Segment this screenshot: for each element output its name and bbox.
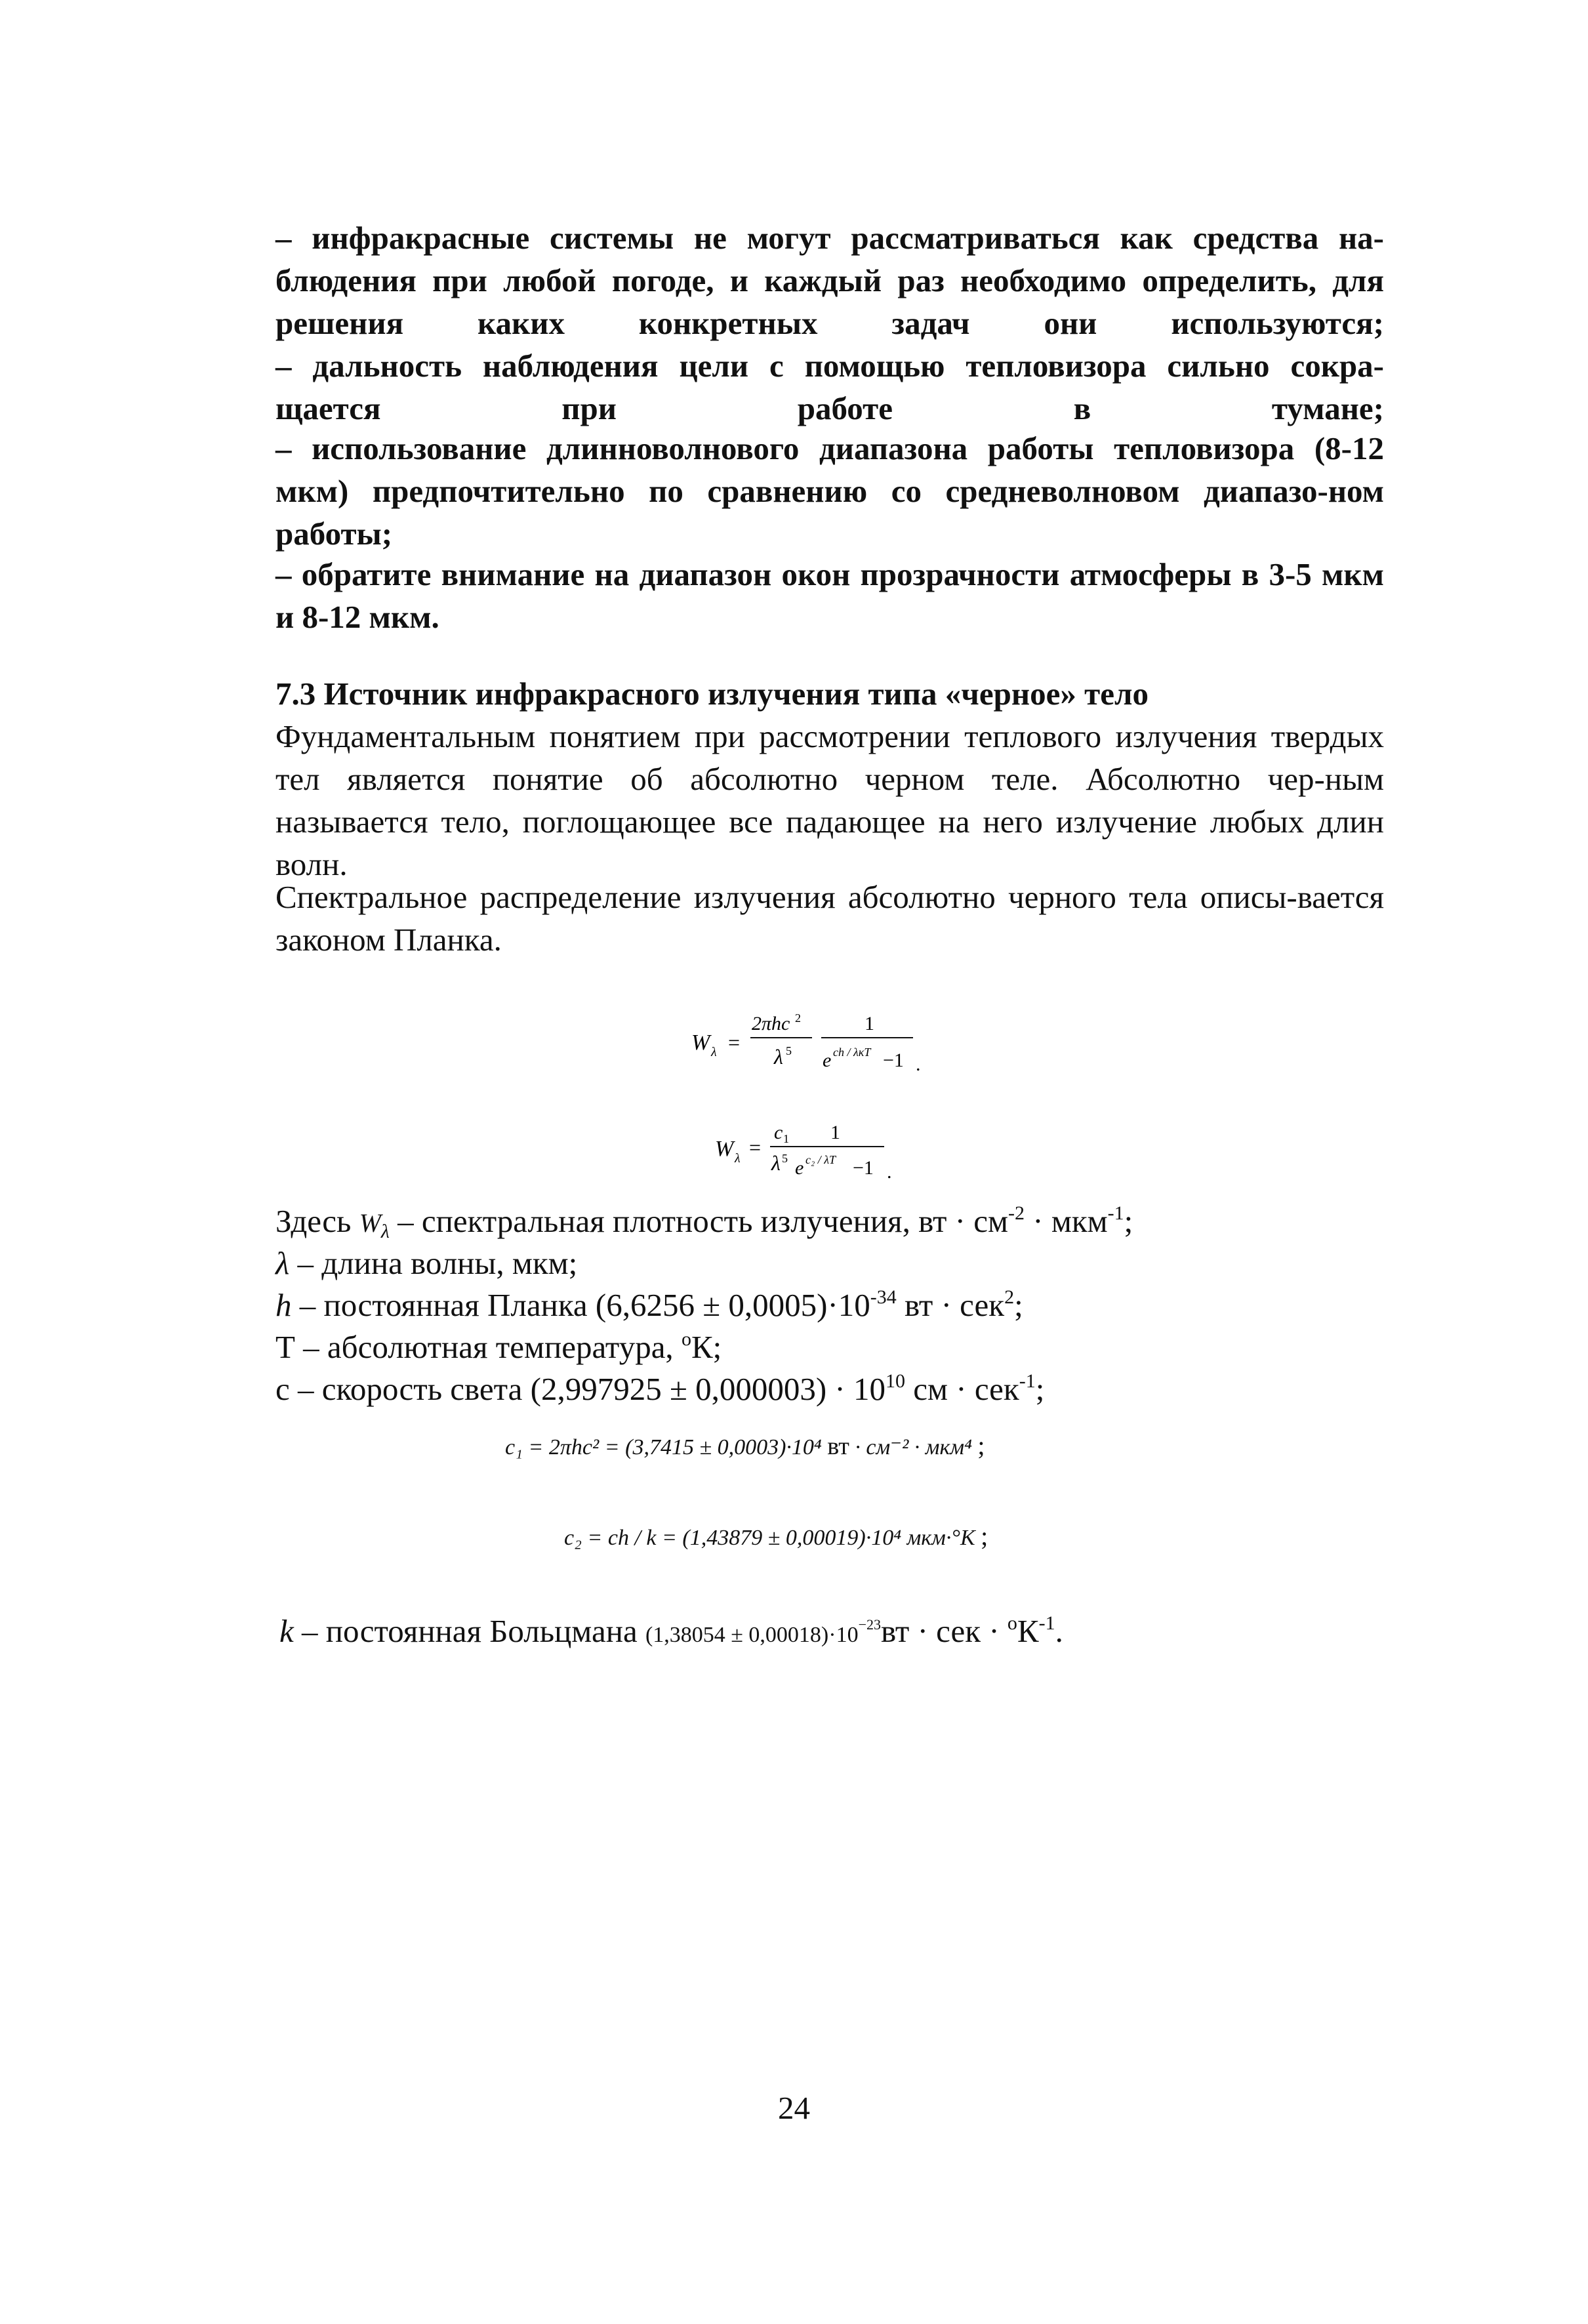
svg-text:2: 2 bbox=[795, 1011, 801, 1025]
svg-text:2πhc: 2πhc bbox=[752, 1013, 790, 1034]
svg-text:−1: −1 bbox=[853, 1157, 874, 1179]
svg-text:λ: λ bbox=[711, 1045, 717, 1059]
svg-text:c: c bbox=[774, 1122, 783, 1143]
bullet-item: – дальность наблюдения цели с помощью тепловизора сильно сокра-щается при работе в тумане; bbox=[275, 348, 1384, 426]
page-number: 24 bbox=[778, 2090, 810, 2126]
paragraph: Фундаментальным понятием при рассмотрении теплового излучения твердых тел является понятие об абсолютно черном теле. Абсолютно чер-ным называется тело, поглощающее все падающее на него излучение любых длин волн. bbox=[275, 718, 1384, 882]
c2-equation: c₂ = ch / k = (1,43879 ± 0,00019)·10⁴ мкм·°K ; bbox=[564, 1521, 988, 1551]
svg-text:λ: λ bbox=[774, 1045, 783, 1069]
planck-equation-2 bbox=[695, 1102, 945, 1191]
c1-equation: c₁ = 2πhc² = (3,7415 ± 0,0003)·10⁴ вт · см⁻² · мкм⁴ ; bbox=[505, 1431, 985, 1460]
svg-text:.: . bbox=[916, 1053, 921, 1075]
svg-text:5: 5 bbox=[782, 1152, 788, 1165]
svg-text:e: e bbox=[823, 1050, 832, 1071]
bullet-item: – инфракрасные системы не могут рассматриваться как средства на-блюдения при любой погоде, и каждый раз необходимо определить, для решения каких конкретных задач они используются; bbox=[275, 220, 1384, 341]
svg-text:ch / λκT: ch / λκT bbox=[833, 1046, 871, 1059]
svg-text:1: 1 bbox=[830, 1122, 840, 1143]
svg-text:c₂ / λT: c₂ / λT bbox=[805, 1153, 836, 1166]
svg-text:λ: λ bbox=[735, 1151, 741, 1166]
definition-prefix: Здесь bbox=[275, 1203, 352, 1239]
svg-text:e: e bbox=[795, 1157, 804, 1179]
svg-text:=: = bbox=[728, 1030, 741, 1054]
svg-text:W: W bbox=[715, 1137, 734, 1161]
planck-equation-1 bbox=[682, 997, 958, 1086]
definition-temperature: Т – абсолютная температура, $^о$К; bbox=[275, 1328, 722, 1365]
bullet-item: – использование длинноволнового диапазона работы тепловизора (8-12 мкм) предпочтительно по сравнению со средневолновом диапазо-ном работы; bbox=[275, 430, 1384, 552]
svg-text:W: W bbox=[691, 1030, 710, 1055]
svg-text:λ: λ bbox=[771, 1151, 781, 1175]
section-heading: 7.3 Источник инфракрасного излучения типа «черное» тело bbox=[275, 676, 1149, 712]
definition-lambda: λ – длина волны, мкм; bbox=[275, 1245, 578, 1281]
definition-w-lambda: Здесь $W_\lambda$ – спектральная плотность излучения, вт · $см^{-2} \cdot мкм^{-1}$; bbox=[275, 1202, 1133, 1242]
svg-text:5: 5 bbox=[786, 1044, 792, 1057]
definition-boltzmann-constant: k – постоянная Больцмана $(1,38054 \pm 0,00018)\cdot 10^{-23}вт$ · сек · $^оК^{-1}$. bbox=[279, 1612, 1063, 1649]
svg-text:.: . bbox=[887, 1161, 892, 1183]
svg-text:1: 1 bbox=[783, 1132, 789, 1145]
bullet-item: – обратите внимание на диапазон окон прозрачности атмосферы в 3-5 мкм и 8-12 мкм. bbox=[275, 556, 1384, 635]
svg-text:=: = bbox=[749, 1135, 762, 1159]
definition-speed-of-light: с – скорость света $(2,997925 \pm 0,000003) \cdot 10^{10}$ см · сек$^{-1}$; bbox=[275, 1370, 1045, 1407]
svg-text:1: 1 bbox=[865, 1013, 874, 1034]
paragraph: Спектральное распределение излучения абсолютно черного тела описы-вается законом Планка. bbox=[275, 879, 1384, 958]
definition-planck-constant: h – постоянная Планка $(6,6256 \pm 0,0005)\cdot 10^{-34}$ вт · сек$^2$; bbox=[275, 1286, 1023, 1323]
svg-text:−1: −1 bbox=[883, 1050, 904, 1071]
